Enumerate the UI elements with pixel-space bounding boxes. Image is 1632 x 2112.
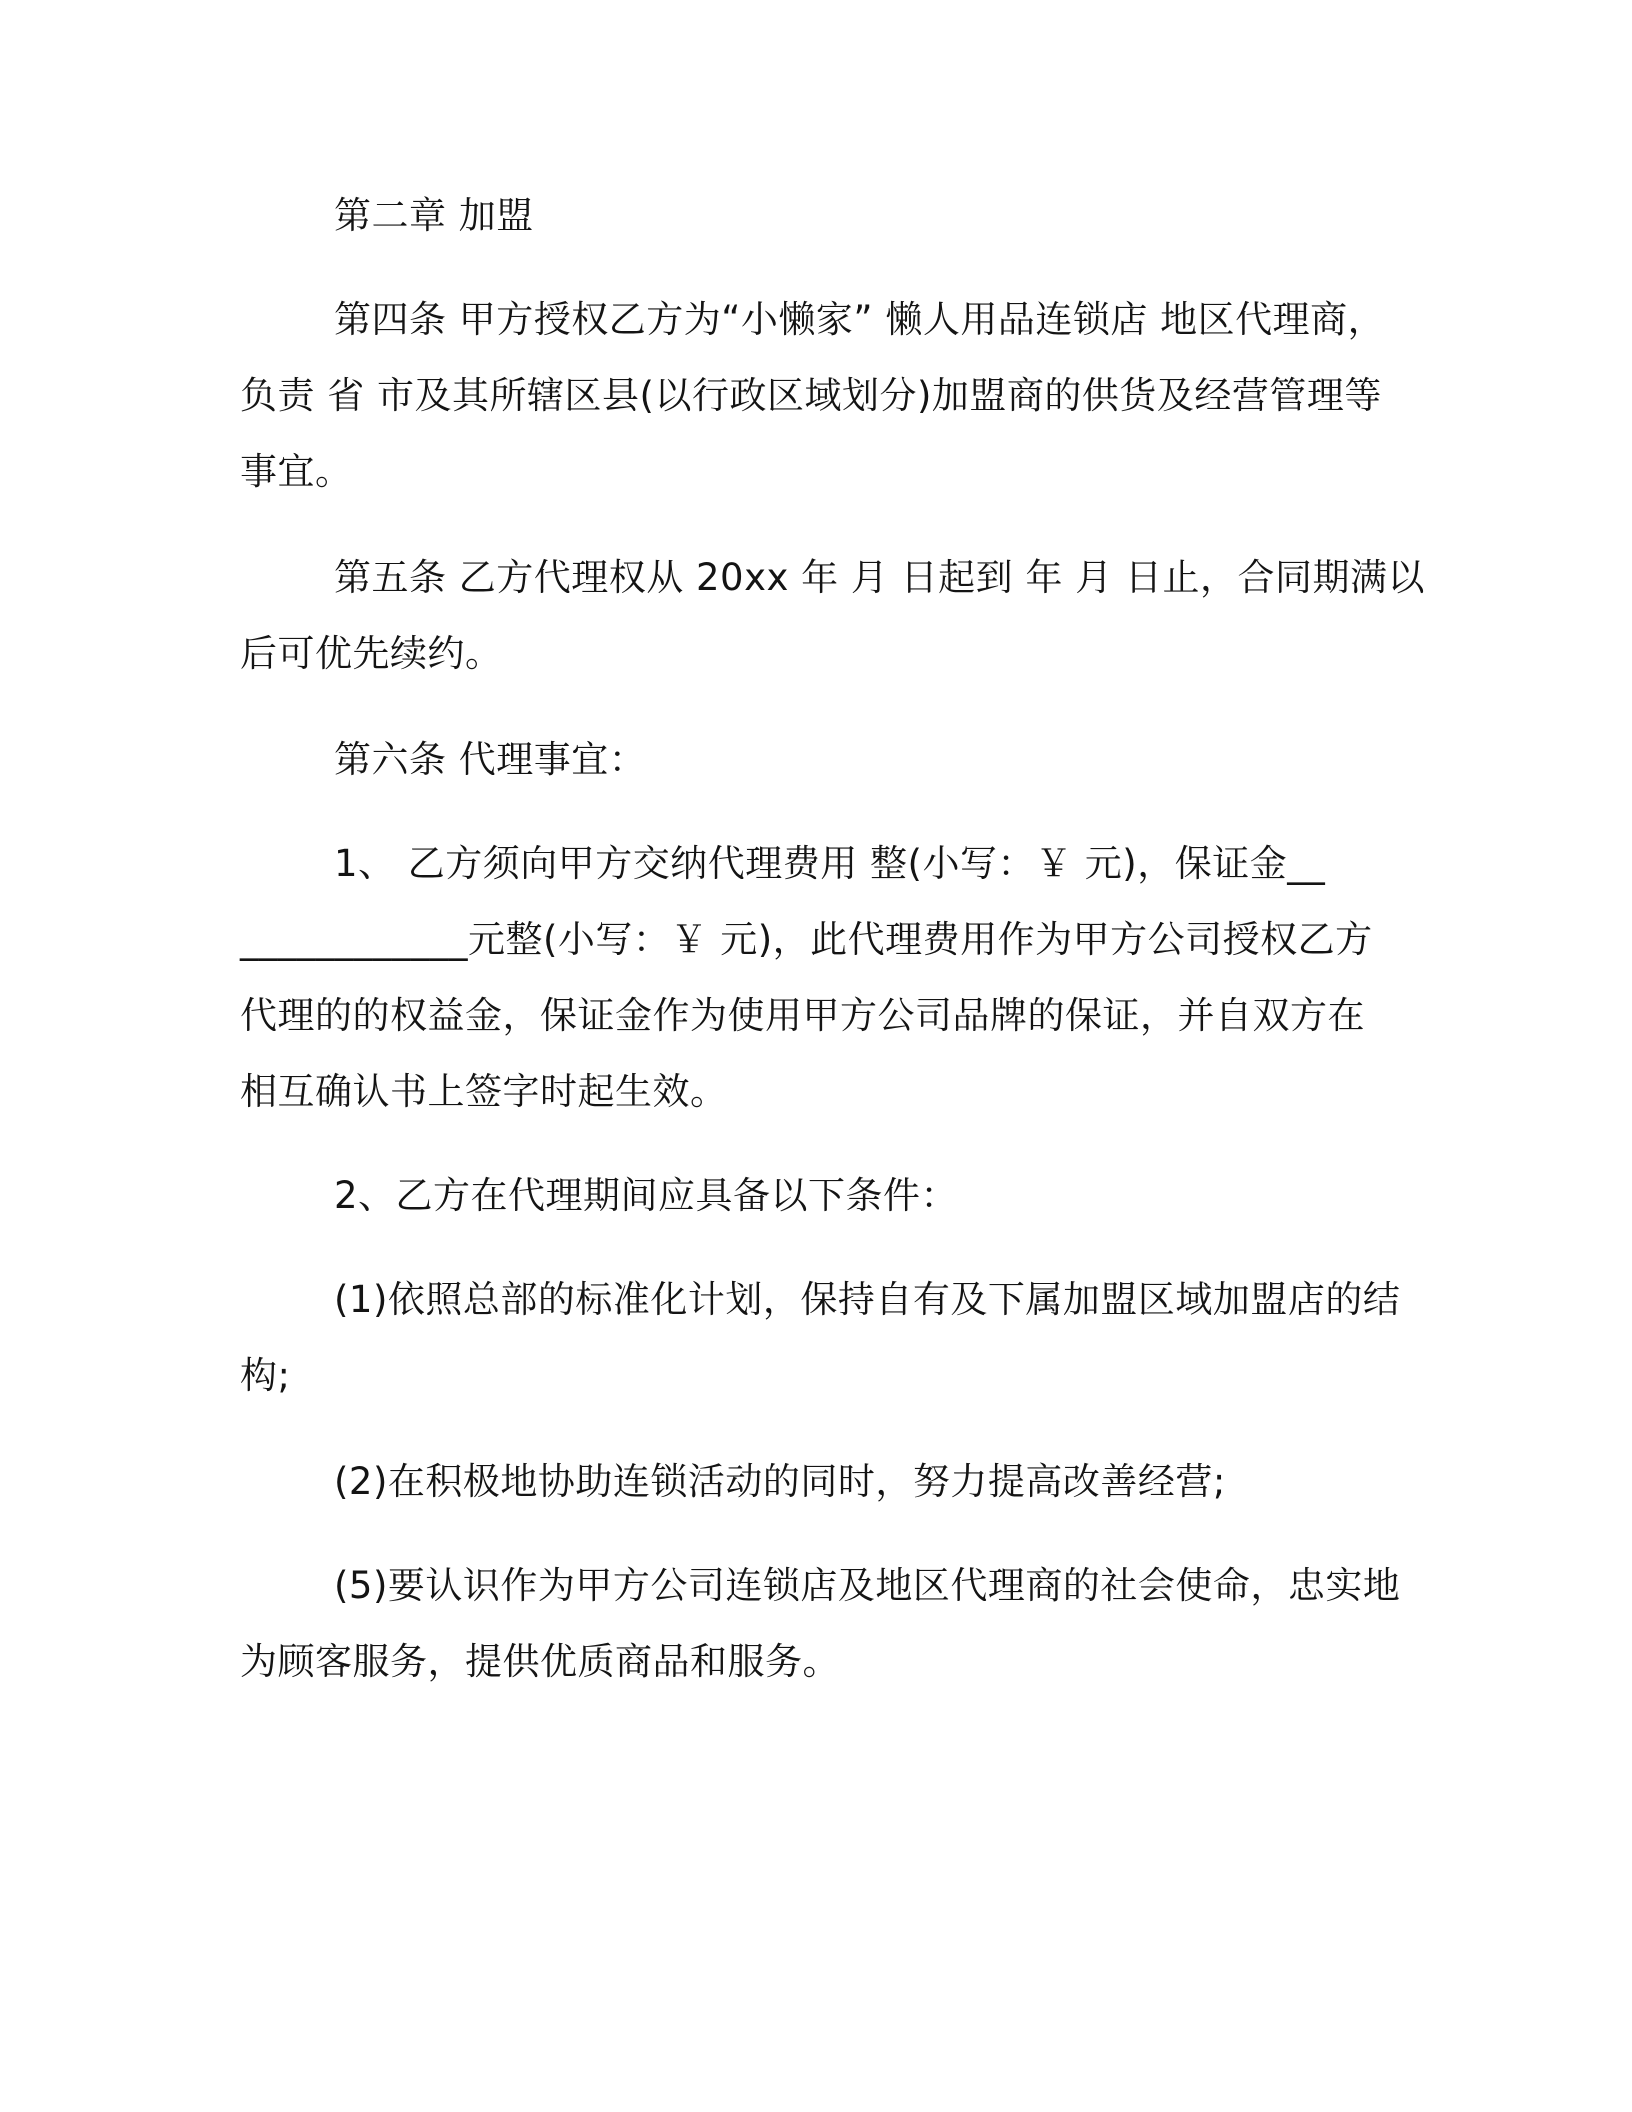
article-5-line-1: 第五条 乙方代理权从 20xx 年 月 日起到 年 月 日止，合同期满以 xyxy=(334,556,1425,599)
article-5-paragraph xyxy=(240,540,1425,692)
article-4-line-1: 第四条 甲方授权乙方为“小懒家” 懒人用品连锁店 地区代理商， xyxy=(334,298,1386,341)
condition-5-paragraph xyxy=(240,1548,1400,1700)
article-5-line-2: 后可优先续约。 xyxy=(240,632,503,675)
item-1-line-1: 1、 乙方须向甲方交纳代理费用 整(小写：￥ 元)，保证金__ xyxy=(334,842,1326,885)
condition-1-line-2: 构; xyxy=(240,1354,291,1397)
chapter-heading xyxy=(240,178,1400,254)
article-6-heading xyxy=(240,722,1400,798)
article-4-line-2: 负责 省 市及其所辖区县(以行政区域划分)加盟商的供货及经营管理等 xyxy=(240,374,1382,417)
condition-1-line-1: (1)依照总部的标准化计划，保持自有及下属加盟区域加盟店的结 xyxy=(334,1278,1401,1321)
condition-5-line-1: (5)要认识作为甲方公司连锁店及地区代理商的社会使命，忠实地 xyxy=(334,1564,1401,1607)
item-1-paragraph xyxy=(240,826,1400,1130)
item-1-line-2: ____________元整(小写：￥ 元)，此代理费用作为甲方公司授权乙方 xyxy=(240,918,1373,961)
item-2-heading xyxy=(240,1158,1400,1234)
article-4-paragraph xyxy=(240,282,1400,510)
condition-1-paragraph xyxy=(240,1262,1400,1414)
condition-2-line-1: (2)在积极地协助连锁活动的同时，努力提高改善经营; xyxy=(334,1460,1226,1503)
article-4-line-3: 事宜。 xyxy=(240,450,353,493)
condition-2-paragraph xyxy=(240,1444,1400,1520)
chapter-title: 第二章 加盟 xyxy=(334,194,534,237)
condition-5-line-2: 为顾客服务，提供优质商品和服务。 xyxy=(240,1640,840,1683)
item-2-title: 2、乙方在代理期间应具备以下条件： xyxy=(334,1174,959,1217)
item-1-line-4: 相互确认书上签字时起生效。 xyxy=(240,1070,728,1113)
item-1-line-3: 代理的的权益金，保证金作为使用甲方公司品牌的保证，并自双方在 xyxy=(240,994,1365,1037)
article-6-title: 第六条 代理事宜： xyxy=(334,738,647,781)
